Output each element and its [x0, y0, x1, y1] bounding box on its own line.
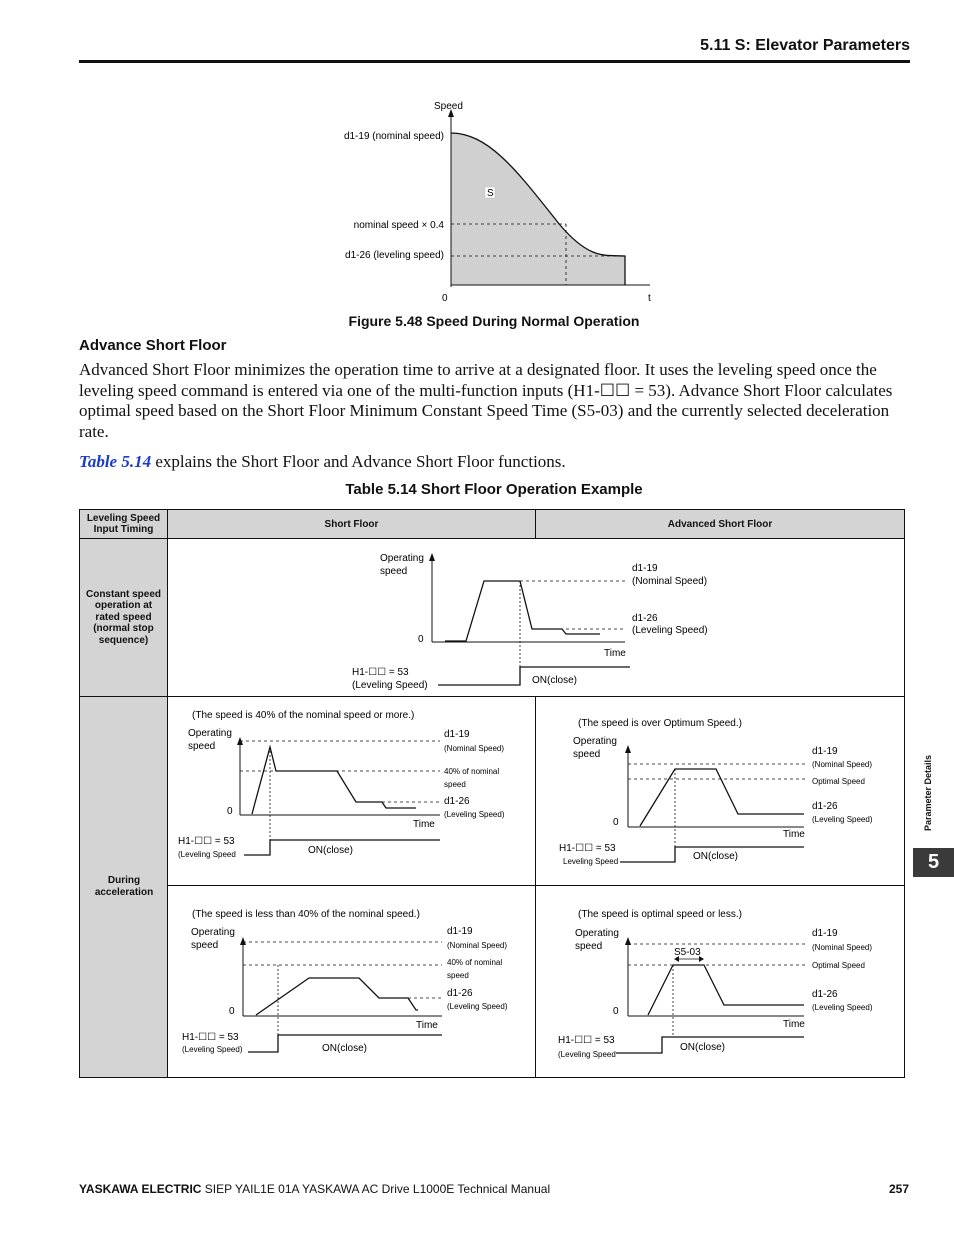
- svg-text:speed: speed: [380, 566, 408, 577]
- header-col-advanced: [536, 510, 904, 539]
- figure-caption: Figure 5.48 Speed During Normal Operation: [348, 313, 640, 329]
- svg-text:(The speed is optimal speed or: (The speed is optimal speed or less.): [578, 909, 742, 920]
- footer-doc: SIEP YAIL1E 01A YASKAWA AC Drive L1000E Technical Manual: [201, 1182, 551, 1196]
- diagram-asf-under-optimum: [554, 903, 894, 1063]
- svg-text:(Leveling Speed): (Leveling Speed): [632, 625, 708, 636]
- footer: [79, 1182, 550, 1196]
- header-col-timing-text: Leveling Speed Input Timing: [86, 513, 161, 535]
- svg-text:(The speed is less than 40% of: (The speed is less than 40% of the nominal speed.): [192, 909, 420, 920]
- svg-text:(The speed is over Optimum Spe: (The speed is over Optimum Speed.): [578, 718, 742, 729]
- svg-text:speed: speed: [188, 741, 216, 752]
- svg-text:Time: Time: [604, 648, 626, 659]
- svg-text:(Leveling Speed: (Leveling Speed: [558, 1050, 616, 1059]
- table-ref-text: explains the Short Floor and Advance Short Floor functions.: [151, 452, 566, 471]
- svg-text:d1-26: d1-26: [812, 801, 838, 812]
- header-col-short-floor-text: Short Floor: [324, 518, 379, 530]
- svg-text:Leveling Speed: Leveling Speed: [563, 857, 619, 866]
- deceleration-area: [451, 133, 625, 285]
- svg-text:speed: speed: [444, 780, 466, 789]
- svg-text:(The speed is 40% of the nomin: (The speed is 40% of the nominal speed or more.): [192, 710, 415, 721]
- svg-text:(Leveling Speed): (Leveling Speed): [444, 810, 505, 819]
- svg-text:S5-03: S5-03: [674, 947, 701, 958]
- svg-text:(Leveling Speed): (Leveling Speed): [812, 815, 873, 824]
- header-rule: [79, 60, 910, 63]
- svg-text:(Leveling Speed): (Leveling Speed): [447, 1002, 508, 1011]
- origin-label: 0: [442, 293, 448, 304]
- svg-text:Operating: Operating: [191, 927, 235, 938]
- svg-text:d1-19: d1-19: [447, 926, 473, 937]
- svg-text:(Nominal Speed): (Nominal Speed): [447, 941, 508, 950]
- svg-text:d1-19: d1-19: [444, 729, 470, 740]
- side-tab-label-wrap: [920, 748, 934, 848]
- row-constant-speed-label-cell: [80, 539, 168, 697]
- svg-text:Operating: Operating: [188, 728, 232, 739]
- svg-text:ON(close): ON(close): [693, 851, 739, 862]
- svg-text:Operating: Operating: [575, 928, 619, 939]
- table-ref-link[interactable]: Table 5.14: [79, 452, 152, 471]
- header-col-timing: [80, 510, 168, 539]
- svg-text:(Leveling Speed): (Leveling Speed): [352, 680, 428, 691]
- svg-text:d1-19: d1-19: [812, 746, 838, 757]
- svg-text:(Nominal Speed): (Nominal Speed): [444, 744, 505, 753]
- svg-text:0: 0: [613, 817, 619, 828]
- svg-text:0: 0: [227, 806, 233, 817]
- svg-text:H1-☐☐ = 53: H1-☐☐ = 53: [182, 1032, 239, 1043]
- header-col-advanced-text: Advanced Short Floor: [667, 518, 773, 530]
- svg-text:d1-19: d1-19: [812, 928, 838, 939]
- svg-text:ON(close): ON(close): [308, 845, 354, 856]
- side-tab-label: Parameter Details: [923, 754, 933, 832]
- svg-text:H1-☐☐ = 53: H1-☐☐ = 53: [178, 836, 235, 847]
- footer-brand: YASKAWA ELECTRIC: [79, 1182, 202, 1196]
- svg-text:speed: speed: [575, 941, 603, 952]
- row-constant-speed-label: Constant speed operation at rated speed (normal stop sequence): [85, 588, 161, 646]
- svg-text:ON(close): ON(close): [322, 1043, 368, 1054]
- svg-text:ON(close): ON(close): [532, 675, 578, 686]
- svg-text:0: 0: [418, 634, 424, 645]
- svg-text:Time: Time: [416, 1020, 438, 1031]
- area-label: S: [487, 188, 494, 199]
- svg-text:0: 0: [613, 1006, 619, 1017]
- svg-text:40% of nominal: 40% of nominal: [444, 767, 500, 776]
- nominal-speed-label: d1-19 (nominal speed): [343, 131, 444, 142]
- svg-text:(Nominal Speed): (Nominal Speed): [812, 760, 873, 769]
- svg-text:ON(close): ON(close): [680, 1042, 726, 1053]
- page-number: 257: [888, 1182, 909, 1196]
- svg-text:d1-26: d1-26: [632, 613, 658, 624]
- diagram-sf-over40: [172, 705, 532, 865]
- svg-text:d1-26: d1-26: [812, 989, 838, 1000]
- svg-text:0: 0: [229, 1006, 235, 1017]
- svg-text:(Leveling Speed): (Leveling Speed): [182, 1045, 243, 1054]
- nominal-04-label: nominal speed × 0.4: [353, 220, 444, 231]
- figure-speed-normal-operation: [320, 95, 660, 310]
- header-col-short-floor: [168, 510, 536, 539]
- leveling-speed-label: d1-26 (leveling speed): [345, 250, 444, 261]
- svg-text:speed: speed: [191, 940, 219, 951]
- diagram-sf-under40: [172, 903, 532, 1063]
- svg-text:Operating: Operating: [380, 553, 424, 564]
- page-header-title: 5.11 S: Elevator Parameters: [700, 37, 910, 54]
- svg-text:speed: speed: [447, 971, 469, 980]
- table-reference-paragraph: [79, 452, 909, 472]
- svg-text:H1-☐☐ = 53: H1-☐☐ = 53: [352, 667, 409, 678]
- diagram-constant-speed: [340, 545, 740, 695]
- section-paragraph: Advanced Short Floor minimizes the operation time to arrive at a designated floor. It uses the leveling speed once the leveling speed command is entered via one of the multi-function inputs (H1-☐☐ = 53). Advance Short Floor calculates optimal speed based on the Short Floor Minimum Constant Speed Time (S5-03) and the currently selected deceleration rate.: [79, 360, 893, 441]
- svg-text:d1-26: d1-26: [444, 796, 470, 807]
- y-axis-label: Speed: [434, 101, 463, 112]
- svg-text:Operating: Operating: [573, 736, 617, 747]
- svg-text:Optimal Speed: Optimal Speed: [812, 777, 865, 786]
- svg-text:speed: speed: [573, 749, 601, 760]
- svg-text:d1-19: d1-19: [632, 563, 658, 574]
- svg-text:H1-☐☐ = 53: H1-☐☐ = 53: [558, 1035, 615, 1046]
- diagram-asf-over-optimum: [554, 713, 894, 873]
- svg-text:Time: Time: [783, 1019, 805, 1030]
- svg-text:(Leveling Speed): (Leveling Speed): [812, 1003, 873, 1012]
- svg-text:d1-26: d1-26: [447, 988, 473, 999]
- svg-text:Time: Time: [413, 819, 435, 830]
- svg-text:(Nominal Speed): (Nominal Speed): [812, 943, 873, 952]
- row-acceleration-label-cell: [80, 697, 168, 1077]
- section-heading: Advance Short Floor: [79, 337, 227, 354]
- table-caption: Table 5.14 Short Floor Operation Example: [345, 481, 643, 498]
- svg-text:(Leveling Speed: (Leveling Speed: [178, 850, 236, 859]
- svg-text:H1-☐☐ = 53: H1-☐☐ = 53: [559, 843, 616, 854]
- x-axis-label: t: [648, 293, 651, 304]
- svg-text:(Nominal Speed): (Nominal Speed): [632, 576, 708, 587]
- chapter-tab[interactable]: 5: [913, 848, 954, 877]
- row-acceleration-label: During acceleration: [94, 875, 154, 898]
- svg-text:Time: Time: [783, 829, 805, 840]
- svg-text:Optimal Speed: Optimal Speed: [812, 961, 865, 970]
- svg-text:40% of nominal: 40% of nominal: [447, 958, 503, 967]
